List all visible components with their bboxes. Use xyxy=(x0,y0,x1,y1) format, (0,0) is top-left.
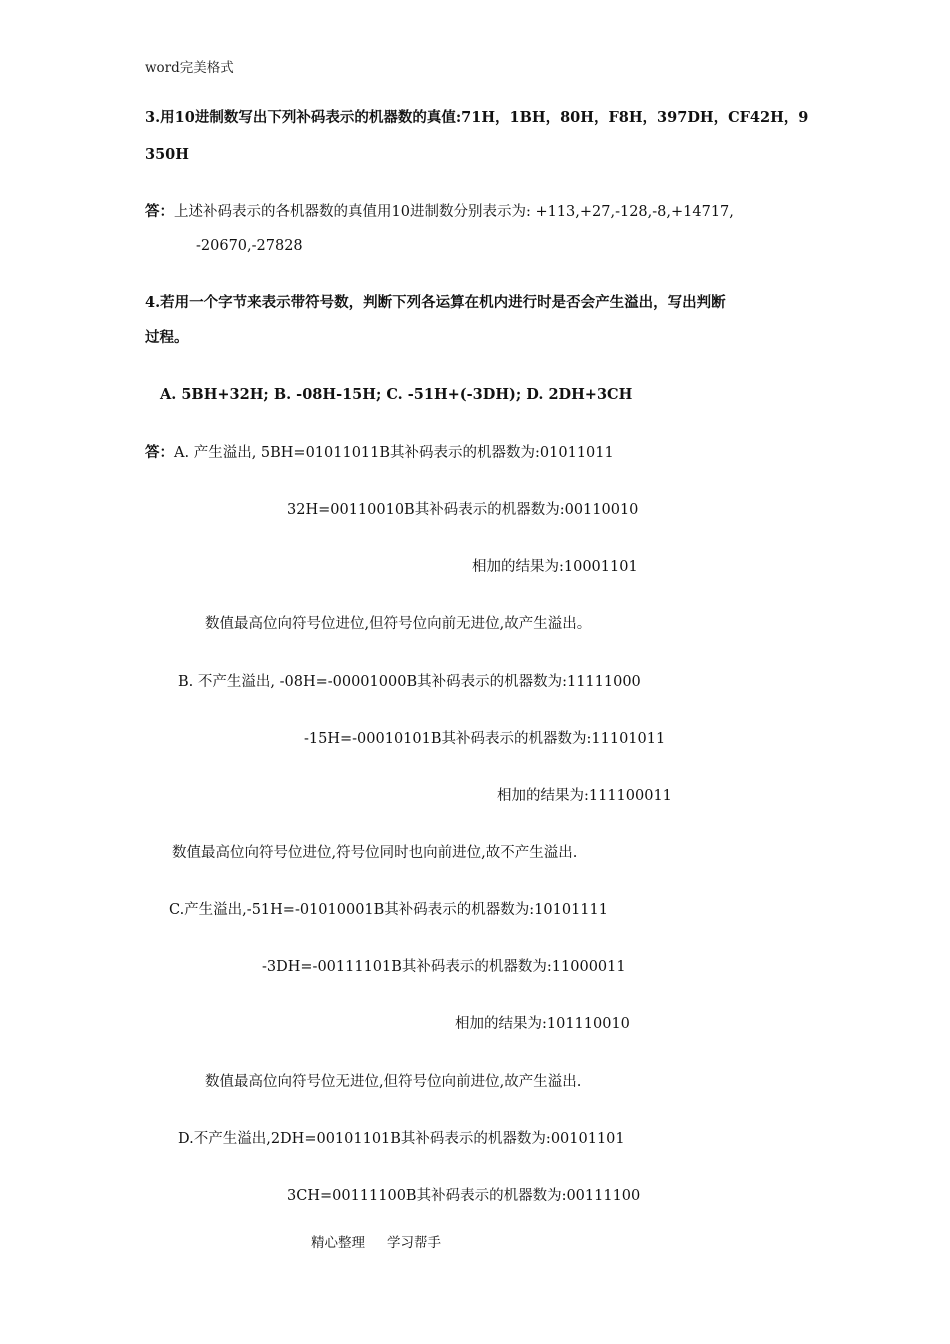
q4-d-line1: D.不产生溢出,2DH=00101101B其补码表示的机器数为:00101101 xyxy=(178,1131,625,1147)
q3-answer-text: 上述补码表示的各机器数的真值用10进制数分别表示为: +113,+27,-128,-8,+14717, xyxy=(174,204,734,220)
q4-c-line2: -3DH=-00111101B其补码表示的机器数为:11000011 xyxy=(262,959,626,975)
q4-a-line1 xyxy=(145,443,614,463)
q4-b-line2: -15H=-00010101B其补码表示的机器数为:11101011 xyxy=(304,731,666,747)
q4-a-line3: 相加的结果为:10001101 xyxy=(472,559,638,575)
q4-title-line1: 4.若用一个字节来表示带符号数，判断下列各运算在机内进行时是否会产生溢出，写出判断 xyxy=(145,294,726,311)
q3-answer-line2: -20670,-27828 xyxy=(196,238,303,254)
q4-c-line1: C.产生溢出,-51H=-01010001B其补码表示的机器数为:10101111 xyxy=(169,902,608,918)
q4-a-line2: 32H=00110010B其补码表示的机器数为:00110010 xyxy=(287,502,639,518)
q4-b-line1: B. 不产生溢出, -08H=-00001000B其补码表示的机器数为:11111000 xyxy=(178,674,641,690)
q3-title-line2: 350H xyxy=(145,146,189,163)
page-header: word完美格式 xyxy=(145,60,234,76)
q4-b-line3: 相加的结果为:111100011 xyxy=(497,788,672,804)
q4-b-line4: 数值最高位向符号位进位,符号位同时也向前进位,故不产生溢出. xyxy=(172,845,578,861)
q3-answer-prefix: 答： xyxy=(145,203,174,220)
q4-answer-prefix: 答： xyxy=(145,444,174,461)
q4-a-line1-text: A. 产生溢出, 5BH=01011011B其补码表示的机器数为:01011011 xyxy=(174,445,614,461)
page-footer xyxy=(311,1233,441,1253)
q4-c-line4: 数值最高位向符号位无进位,但符号位向前进位,故产生溢出. xyxy=(205,1074,582,1090)
footer-left: 精心整理 xyxy=(311,1235,365,1251)
q4-a-line4: 数值最高位向符号位进位,但符号位向前无进位,故产生溢出。 xyxy=(205,616,592,632)
q3-answer-line1 xyxy=(145,202,734,222)
footer-right: 学习帮手 xyxy=(387,1235,441,1251)
q4-c-line3: 相加的结果为:101110010 xyxy=(455,1016,630,1032)
q4-options: A. 5BH+32H; B. -08H-15H; C. -51H+(-3DH); D. 2DH+3CH xyxy=(160,386,633,403)
q3-title-line1: 3.用10进制数写出下列补码表示的机器数的真值:71H，1BH，80H，F8H，397DH，CF42H，9 xyxy=(145,109,809,126)
q4-title-line2: 过程。 xyxy=(145,329,189,346)
q4-d-line2: 3CH=00111100B其补码表示的机器数为:00111100 xyxy=(287,1188,641,1204)
